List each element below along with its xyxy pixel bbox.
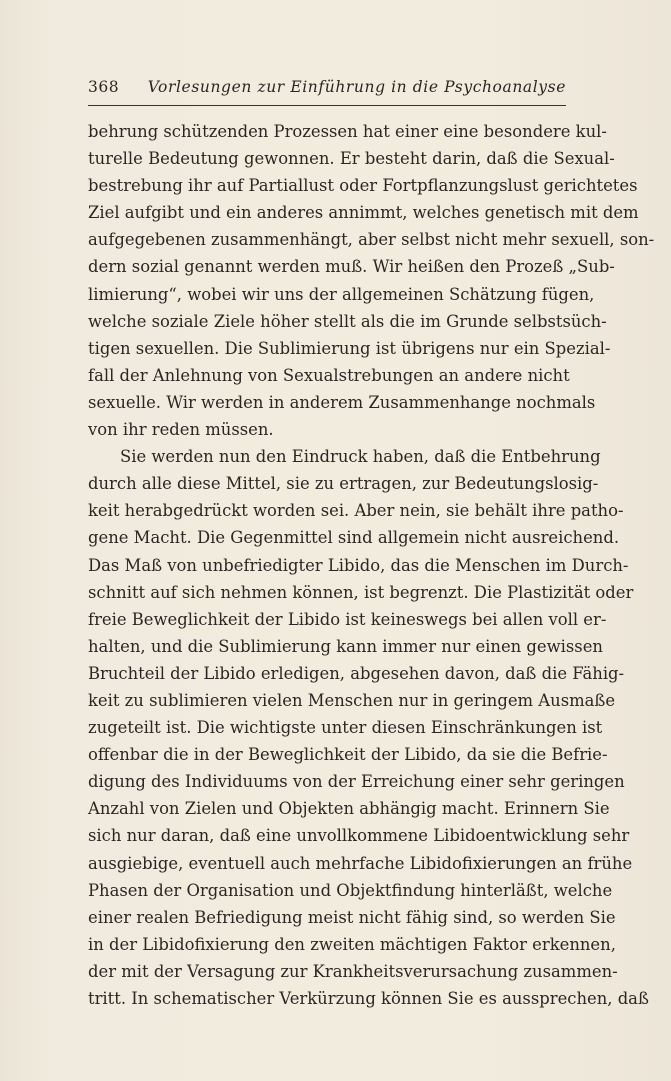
text-line: turelle Bedeutung gewonnen. Er besteht darin, daß die Sexual- (88, 149, 615, 169)
text-line: der mit der Versagung zur Krankheitsverursachung zusammen- (88, 961, 618, 981)
text-line: digung des Individuums von der Erreichung einer sehr geringen (88, 772, 625, 792)
text-line: gene Macht. Die Gegenmittel sind allgemein nicht ausreichend. (88, 528, 620, 548)
text-line: von ihr reden müssen. (88, 420, 274, 440)
paragraph (88, 443, 649, 1012)
text-line: dern sozial genannt werden muß. Wir heißen den Prozeß „Sub- (88, 257, 615, 277)
text-line: Phasen der Organisation und Objektfindung hinterläßt, welche (88, 880, 613, 900)
text-line: in der Libidofixierung den zweiten mächtigen Faktor erkennen, (88, 934, 616, 954)
text-line: bestrebung ihr auf Partiallust oder Fortpflanzungslust gerichtetes (88, 176, 638, 196)
page-header (88, 78, 566, 102)
text-line: tritt. In schematischer Verkürzung können Sie es aussprechen, daß (88, 989, 649, 1008)
text-line: ausgiebige, eventuell auch mehrfache Libidofixierungen an frühe (88, 853, 633, 873)
text-line: behrung schützenden Prozessen hat einer eine besondere kul- (88, 122, 607, 141)
text-line: keit zu sublimieren vielen Menschen nur in geringem Ausmaße (88, 690, 616, 710)
text-line: durch alle diese Mittel, sie zu ertragen, zur Bedeutungslosig- (88, 474, 599, 494)
text-line: tigen sexuellen. Die Sublimierung ist übrigens nur ein Spezial- (88, 338, 611, 358)
paragraph (88, 118, 655, 443)
text-line: zugeteilt ist. Die wichtigste unter diesen Einschränkungen ist (88, 718, 603, 738)
text-line: offenbar die in der Beweglichkeit der Libido, da sie die Befrie- (88, 745, 608, 765)
text-line: welche soziale Ziele höher stellt als die im Grunde selbstsüch- (88, 311, 607, 331)
text-line: keit herabgedrückt worden sei. Aber nein, sie behält ihre patho- (88, 501, 624, 521)
text-line: Bruchteil der Libido erledigen, abgesehen davon, daß die Fähig- (88, 663, 625, 683)
text-line: halten, und die Sublimierung kann immer nur einen gewissen (88, 636, 603, 656)
text-line: freie Beweglichkeit der Libido ist keineswegs bei allen voll er- (88, 609, 607, 629)
text-line: sich nur daran, daß eine unvollkommene Libidoentwicklung sehr (88, 826, 630, 846)
text-line: einer realen Befriedigung meist nicht fähig sind, so werden Sie (88, 907, 616, 927)
text-line: fall der Anlehnung von Sexualstrebungen an andere nicht (88, 365, 570, 385)
text-line: limierung“, wobei wir uns der allgemeinen Schätzung fügen, (88, 284, 595, 304)
text-line: Ziel aufgibt und ein anderes annimmt, welches genetisch mit dem (88, 203, 639, 223)
text-line: schnitt auf sich nehmen können, ist begrenzt. Die Plastizität oder (88, 582, 634, 602)
text-line: aufgegebenen zusammenhängt, aber selbst nicht mehr sexuell, son- (88, 230, 655, 250)
text-line: Anzahl von Zielen und Objekten abhängig macht. Erinnern Sie (88, 799, 610, 819)
text-line: Sie werden nun den Eindruck haben, daß die Entbehrung (120, 447, 601, 467)
text-line: sexuelle. Wir werden in anderem Zusammenhange nochmals (88, 392, 596, 412)
header-rule (88, 105, 566, 106)
text-line: Das Maß von unbefriedigter Libido, das die Menschen im Durch- (88, 555, 629, 575)
running-title: Vorlesungen zur Einführung in die Psychoanalyse (147, 78, 566, 96)
body-text (88, 118, 655, 1012)
page-number: 368 (88, 78, 120, 96)
